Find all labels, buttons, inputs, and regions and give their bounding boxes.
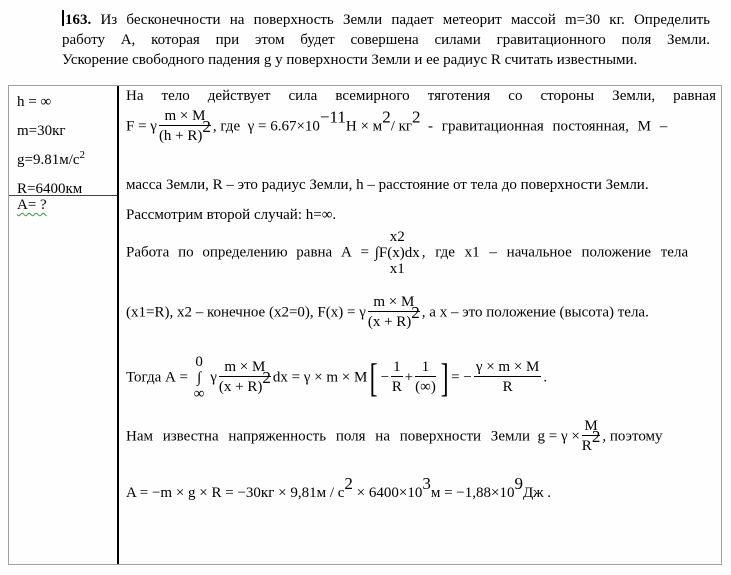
- solution-force-line: F = γ $\frac{m \times M}{(h + R)^2}$ , где $\gamma = 6.67\times 10^{-11}Н \times м^2/$ $кг^2$ - гравитационная постоянная, М –: [126, 107, 668, 144]
- problem-statement: [62, 10, 710, 70]
- solution-then-line: Тогда А = 0 ∫ ∞ γ $\frac{m \times M}{(x + R)^2}$ dx = γ × m × M[ − $\frac{1}{R}$ + $\frac{1}{(\infty)}$ ] = − $\frac{\gamma \times m \times M}{R}$ .: [126, 354, 548, 402]
- column-divider: [117, 86, 119, 564]
- solution-p1: На тело действует сила всемирного тяготения со стороны Земли, равная: [126, 88, 716, 104]
- solution-work-line: Работа по определению равна А = x2 ∫F(x)dx x1 , где x1 – начальное положение тела: [126, 229, 689, 277]
- g-fraction: $\frac{M}{R^2}$: [581, 418, 601, 454]
- text-cursor: [62, 10, 64, 26]
- solution-fx-line: (x1=R), x2 – конечное (x2=0), F(x) = γ $\frac{m \times M}{(x + R)^2}$ , а x – это положение (высота) тела.: [126, 294, 649, 330]
- problem-line-1: 163. Из бесконечности на поверхность Земли падает метеорит массой m=30 кг. Определить: [62, 10, 710, 30]
- force-fraction: $\frac{m \times M}{(h + R)^2}$: [158, 108, 211, 144]
- work-integral: x2 ∫F(x)dx x1: [374, 229, 420, 277]
- solution-table: [8, 85, 722, 565]
- given-g: $g=9.81м/с^2$: [17, 149, 86, 168]
- then-integral: 0 ∫ ∞: [193, 354, 205, 402]
- find-a: A= ?: [17, 197, 47, 213]
- problem-number: 163.: [65, 12, 92, 28]
- given-m: m=30кг: [17, 123, 66, 139]
- given-h: h = ∞: [17, 94, 52, 110]
- find-block: [17, 197, 47, 214]
- fx-fraction: $\frac{m \times M}{(x + R)^2}$: [367, 294, 420, 330]
- solution-final-line: $A = -m \times g \times R = -30кг \times 9,81м / с^2 \times 6400\times 10^3м = -1,88\times 10^9Дж$ .: [126, 474, 552, 501]
- solution-g-line: Нам известна напряженность поля на поверхности Земли g = γ × $\frac{M}{R^2}$ , поэтому: [126, 418, 663, 454]
- problem-line-2: работу А, которая при этом будет совершена силами гравитационного поля Земли.: [62, 32, 710, 48]
- given-r: R=6400км: [17, 181, 83, 197]
- solution-p2: масса Земли, R – это радиус Земли, h – расстояние от тела до поверхности Земли.: [126, 177, 649, 193]
- solution-p3: Рассмотрим второй случай: h=∞.: [126, 207, 337, 223]
- given-block: [17, 88, 85, 204]
- problem-line-3: Ускорение свободного падения g у поверхности Земли и ее радиус R считать известными.: [62, 52, 638, 68]
